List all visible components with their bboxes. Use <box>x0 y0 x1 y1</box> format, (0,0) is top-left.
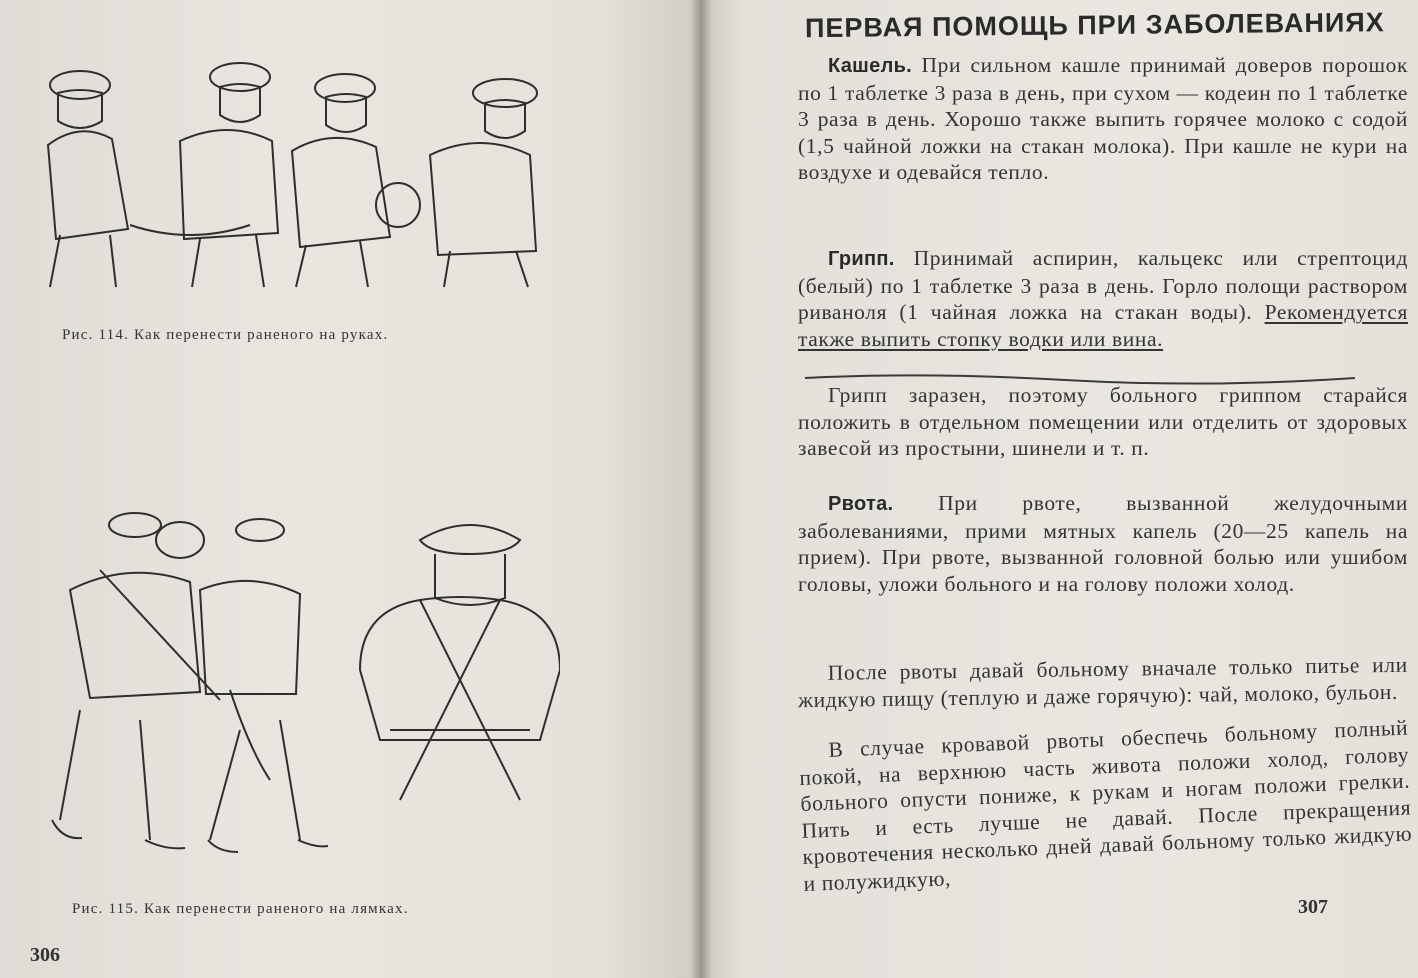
cough-section <box>798 52 1408 194</box>
figure-114-illustration <box>30 55 550 295</box>
figure-115-caption: Рис. 115. Как перенести раненого на лямках. <box>72 901 409 917</box>
flu-heading: Грипп. <box>828 248 895 270</box>
flu-recommendation: Рекомендуется также выпить стопку водки или вина. <box>798 300 1408 351</box>
figure-115-illustration <box>40 510 560 880</box>
cough-heading: Кашель. <box>828 55 913 77</box>
section-title: ПЕРВАЯ ПОМОЩЬ ПРИ ЗАБОЛЕВАНИЯХ <box>804 7 1385 44</box>
bloody-vomit-section <box>798 715 1414 905</box>
left-page <box>0 0 700 978</box>
cough-text: При сильном кашле принимай доверов порошок по 1 таблетке 3 раза в день, при сухом — кодеин по 1 таблетке 3 раза в день. Хорошо также выпить горячее молоко с содой (1,5 чайной ложки на стакан молока). При кашле не кури на воздухе и одевайся тепло. <box>798 53 1408 184</box>
vomit-heading: Рвота. <box>828 493 894 515</box>
vomit-section <box>798 490 1408 605</box>
flu-contagion-section <box>798 382 1408 470</box>
figure-114-caption: Рис. 114. Как перенести раненого на руках. <box>62 327 389 343</box>
book-gutter <box>690 0 712 978</box>
flu-section <box>798 245 1408 360</box>
flu-text-2: Грипп заразен, поэтому больного гриппом старайся положить в отдельном помещении или отделить от здоровых завесой из простыни, шинели и т. п. <box>798 383 1408 460</box>
page-number-left: 306 <box>30 944 60 966</box>
after-vomit-text: После рвоты давай больному вначале только питье или жидкую пищу (теплую и даже горячую): чай, молоко, бульон. <box>797 652 1408 712</box>
flu-text: Принимай аспирин, кальцекс или стрептоцид (белый) по 1 таблетке 3 раза в день. Горло полощи раствором риваноля (1 чайная ложка на стакан воды). <box>798 246 1408 324</box>
page-number-right: 307 <box>1298 896 1328 918</box>
after-vomit-section <box>798 652 1409 722</box>
vomit-text: При рвоте, вызванной желудочными заболеваниями, прими мятных капель (20—25 капель на прием). При рвоте, вызванной головной болью или ушибом головы, уложи больного и на голову положи холод. <box>798 491 1408 596</box>
bloody-vomit-text: В случае кровавой рвоты обеспечь больному полный покой, на верхнюю часть живота положи холод, голову больного опусти пониже, к рукам и ногам положи грелки. Пить и есть лучше не давай. После прекращения кровотечения несколько дней давай больному только жидкую и полужидкую, <box>799 715 1413 896</box>
right-page <box>700 0 1418 978</box>
